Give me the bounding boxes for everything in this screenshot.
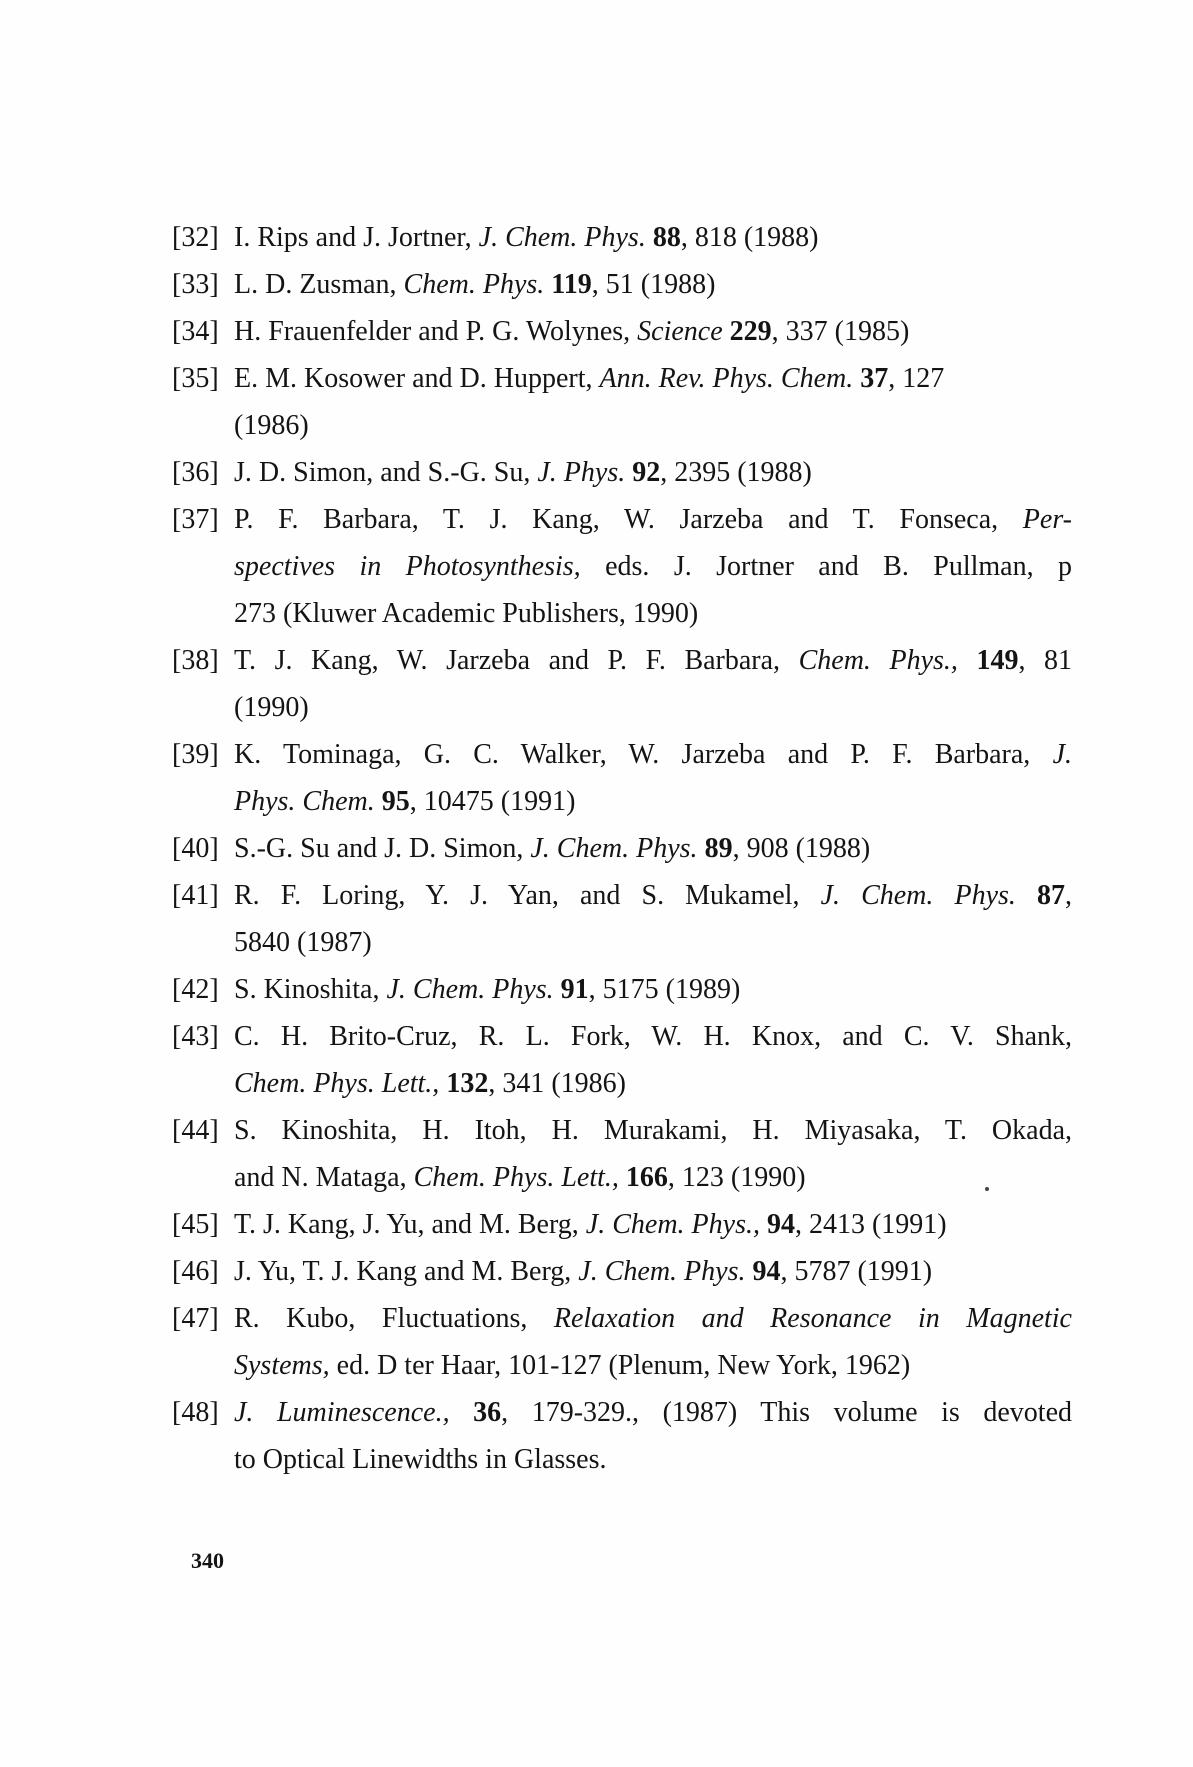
reference-title-segment: Chem. Phys. Lett., — [413, 1162, 619, 1193]
reference-segment: P. F. Barbara, T. J. Kang, W. Jarzeba and T. Fonseca, — [234, 504, 1023, 535]
reference-item — [172, 1295, 1072, 1389]
reference-volume-segment: 94 — [766, 1209, 795, 1240]
reference-title-segment: J. Luminescence., — [234, 1397, 450, 1428]
reference-segment: K. Tominaga, G. C. Walker, W. Jarzeba and P. F. Barbara, — [234, 739, 1053, 770]
reference-title-segment: Ann. Rev. Phys. Chem. — [599, 363, 854, 394]
reference-line — [234, 1107, 1072, 1154]
reference-text — [234, 1295, 1072, 1389]
reference-volume-segment: 88 — [652, 222, 681, 253]
reference-line — [234, 1154, 1072, 1201]
reference-segment: , — [1065, 880, 1073, 911]
reference-segment — [554, 974, 561, 1005]
reference-text — [234, 1201, 1072, 1248]
reference-segment: , 81 — [1018, 645, 1073, 676]
reference-title-segment: J. Phys. — [537, 457, 626, 488]
reference-segment: , 5175 (1989) — [588, 974, 741, 1005]
reference-volume-segment: 149 — [976, 645, 1019, 676]
reference-item — [172, 1389, 1072, 1483]
reference-segment: , 2395 (1988) — [660, 457, 812, 488]
reference-item — [172, 1013, 1072, 1107]
reference-segment: , 51 (1988) — [591, 269, 716, 300]
reference-segment: , 123 (1990) — [667, 1162, 806, 1193]
reference-segment — [958, 645, 977, 676]
reference-line — [234, 308, 1072, 355]
reference-text — [234, 449, 1072, 496]
reference-line — [234, 1013, 1072, 1060]
reference-number: [41] — [172, 880, 219, 911]
reference-text — [234, 872, 1072, 966]
reference-text — [234, 637, 1072, 731]
reference-line — [234, 543, 1072, 590]
reference-segment: to Optical Linewidths in Glasses. — [234, 1444, 607, 1475]
reference-text — [234, 308, 1072, 355]
reference-title-segment: Chem. Phys., — [798, 645, 958, 676]
reference-segment — [646, 222, 653, 253]
reference-segment: L. D. Zusman, — [234, 269, 404, 300]
reference-segment: I. Rips and J. Jortner, — [234, 222, 479, 253]
reference-line — [234, 778, 1072, 825]
reference-number: [46] — [172, 1256, 219, 1287]
reference-line — [234, 1201, 1072, 1248]
reference-segment: , 2413 (1991) — [794, 1209, 947, 1240]
reference-text — [234, 1013, 1072, 1107]
reference-segment: T. J. Kang, W. Jarzeba and P. F. Barbara, — [234, 645, 799, 676]
reference-title-segment: J. — [1052, 739, 1072, 770]
reference-segment — [1016, 880, 1037, 911]
reference-list — [172, 214, 1072, 1483]
reference-text — [234, 214, 1072, 261]
reference-line — [234, 402, 1072, 449]
reference-line — [234, 919, 1072, 966]
reference-title-segment: J. Chem. Phys. — [478, 222, 646, 253]
reference-segment: , 337 (1985) — [771, 316, 910, 347]
reference-item — [172, 731, 1072, 825]
reference-line — [234, 731, 1072, 778]
reference-number: [40] — [172, 833, 219, 864]
reference-item — [172, 308, 1072, 355]
reference-text — [234, 731, 1072, 825]
reference-segment — [375, 786, 382, 817]
reference-number: [34] — [172, 316, 219, 347]
reference-number: [32] — [172, 222, 219, 253]
page-number: 340 — [191, 1548, 224, 1573]
reference-text — [234, 355, 1072, 449]
reference-item — [172, 496, 1072, 637]
reference-line — [234, 684, 1072, 731]
reference-segment: , 127 — [888, 363, 945, 394]
reference-segment: S. Kinoshita, — [234, 974, 387, 1005]
reference-number: [47] — [172, 1303, 219, 1334]
reference-item — [172, 1248, 1072, 1295]
reference-segment: (1986) — [234, 410, 309, 441]
reference-number: [39] — [172, 739, 219, 770]
reference-volume-segment: 91 — [560, 974, 589, 1005]
scan-speck — [985, 1187, 989, 1191]
reference-line — [234, 214, 1072, 261]
reference-title-segment: Phys. Chem. — [234, 786, 375, 817]
reference-title-segment: spectives in Photosynthesis, — [234, 551, 581, 582]
reference-title-segment: J. Chem. Phys. — [820, 880, 1016, 911]
reference-segment: 273 (Kluwer Academic Publishers, 1990) — [234, 598, 699, 629]
reference-segment: J. Yu, T. J. Kang and M. Berg, — [234, 1256, 579, 1287]
reference-item — [172, 1107, 1072, 1201]
reference-title-segment: J. Chem. Phys., — [585, 1209, 760, 1240]
reference-line — [234, 1389, 1072, 1436]
reference-segment: T. J. Kang, J. Yu, and M. Berg, — [234, 1209, 586, 1240]
reference-segment: , 10475 (1991) — [409, 786, 576, 817]
reference-line — [234, 966, 1072, 1013]
reference-text — [234, 1248, 1072, 1295]
reference-line — [234, 590, 1072, 637]
reference-segment — [698, 833, 705, 864]
reference-volume-segment: 37 — [860, 363, 889, 394]
reference-line — [234, 1342, 1072, 1389]
reference-item — [172, 872, 1072, 966]
reference-line — [234, 825, 1072, 872]
reference-line — [234, 1295, 1072, 1342]
reference-segment — [619, 1162, 626, 1193]
reference-number: [42] — [172, 974, 219, 1005]
reference-segment: R. Kubo, Fluctuations, — [234, 1303, 554, 1334]
reference-segment: , 5787 (1991) — [780, 1256, 933, 1287]
reference-item — [172, 214, 1072, 261]
reference-segment: 5840 (1987) — [234, 927, 372, 958]
reference-item — [172, 966, 1072, 1013]
reference-volume-segment: 229 — [729, 316, 772, 347]
reference-segment: E. M. Kosower and D. Huppert, — [234, 363, 600, 394]
reference-line — [234, 355, 1072, 402]
reference-title-segment: Relaxation and Resonance in Magnetic — [553, 1303, 1072, 1334]
reference-number: [36] — [172, 457, 219, 488]
reference-volume-segment: 166 — [625, 1162, 668, 1193]
reference-line — [234, 1060, 1072, 1107]
reference-number: [48] — [172, 1397, 219, 1428]
reference-line — [234, 449, 1072, 496]
reference-line — [234, 1248, 1072, 1295]
reference-item — [172, 825, 1072, 872]
reference-segment: C. H. Brito-Cruz, R. L. Fork, W. H. Knox, and C. V. Shank, — [234, 1021, 1072, 1052]
reference-title-segment: J. Chem. Phys. — [386, 974, 554, 1005]
reference-number: [44] — [172, 1115, 219, 1146]
reference-segment — [760, 1209, 767, 1240]
reference-text — [234, 1389, 1072, 1483]
reference-volume-segment: 89 — [704, 833, 733, 864]
reference-item — [172, 355, 1072, 449]
reference-title-segment: Science — [637, 316, 723, 347]
reference-title-segment: J. Chem. Phys. — [530, 833, 698, 864]
reference-segment: , 179-329., (1987) This volume is devoted — [501, 1397, 1073, 1428]
reference-number: [35] — [172, 363, 219, 394]
reference-segment — [450, 1397, 474, 1428]
reference-text — [234, 966, 1072, 1013]
reference-number: [45] — [172, 1209, 219, 1240]
reference-number: [33] — [172, 269, 219, 300]
reference-title-segment: Systems, — [234, 1350, 330, 1381]
reference-title-segment: Per- — [1022, 504, 1072, 535]
reference-segment: J. D. Simon, and S.-G. Su, — [234, 457, 538, 488]
reference-item — [172, 637, 1072, 731]
reference-segment: and N. Mataga, — [234, 1162, 414, 1193]
reference-line — [234, 496, 1072, 543]
reference-title-segment: Chem. Phys. Lett., — [234, 1068, 440, 1099]
reference-title-segment: Chem. Phys. — [403, 269, 545, 300]
reference-line — [234, 872, 1072, 919]
reference-line — [234, 1436, 1072, 1483]
reference-number: [37] — [172, 504, 219, 535]
reference-volume-segment: 132 — [446, 1068, 489, 1099]
reference-volume-segment: 36 — [473, 1397, 502, 1428]
reference-segment: S. Kinoshita, H. Itoh, H. Murakami, H. Miyasaka, T. Okada, — [234, 1115, 1072, 1146]
reference-segment: , 341 (1986) — [488, 1068, 626, 1099]
reference-line — [234, 637, 1072, 684]
reference-segment: ed. D ter Haar, 101-127 (Plenum, New York, 1962) — [329, 1350, 911, 1381]
reference-segment: , 818 (1988) — [680, 222, 819, 253]
reference-segment: R. F. Loring, Y. J. Yan, and S. Mukamel, — [234, 880, 821, 911]
reference-text — [234, 261, 1072, 308]
reference-text — [234, 496, 1072, 637]
reference-segment: (1990) — [234, 692, 309, 723]
reference-number: [43] — [172, 1021, 219, 1052]
reference-volume-segment: 95 — [381, 786, 410, 817]
reference-text — [234, 1107, 1072, 1201]
reference-segment: H. Frauenfelder and P. G. Wolynes, — [234, 316, 638, 347]
reference-segment: S.-G. Su and J. D. Simon, — [234, 833, 531, 864]
reference-segment — [723, 316, 730, 347]
reference-segment: eds. J. Jortner and B. Pullman, p — [580, 551, 1073, 582]
reference-item — [172, 1201, 1072, 1248]
reference-text — [234, 825, 1072, 872]
reference-volume-segment: 92 — [632, 457, 661, 488]
reference-volume-segment: 87 — [1037, 880, 1066, 911]
reference-item — [172, 261, 1072, 308]
reference-line — [234, 261, 1072, 308]
reference-number: [38] — [172, 645, 219, 676]
reference-title-segment: J. Chem. Phys. — [578, 1256, 746, 1287]
reference-segment: , 908 (1988) — [732, 833, 871, 864]
reference-volume-segment: 119 — [551, 269, 592, 300]
reference-volume-segment: 94 — [752, 1256, 781, 1287]
reference-item — [172, 449, 1072, 496]
